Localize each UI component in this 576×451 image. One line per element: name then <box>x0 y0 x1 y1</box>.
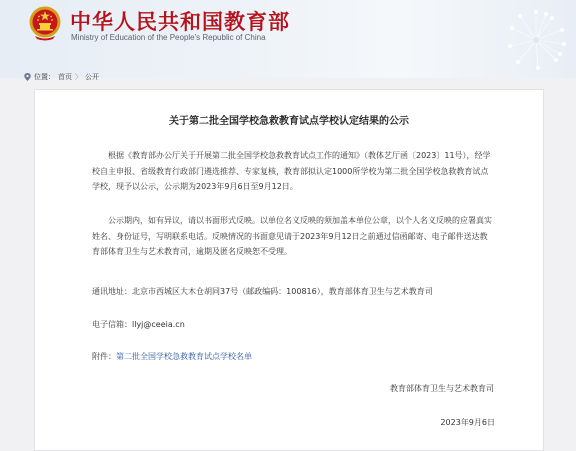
publish-date: 2023年9月6日 <box>440 418 495 427</box>
location-icon <box>24 73 31 81</box>
breadcrumb-home[interactable]: 首页 <box>58 73 72 81</box>
article-title: 关于第二批全国学校急救教育试点学校认定结果的公示 <box>169 116 409 127</box>
dandelion-icon <box>466 0 576 78</box>
breadcrumb-separator: 〉 <box>75 73 82 81</box>
contact-email: 电子信箱：llyj@ceeia.cn <box>92 320 185 329</box>
attachment-link[interactable]: 第二批全国学校急救教育试点学校名单 <box>116 352 252 361</box>
attachment-label: 附件： <box>92 352 116 361</box>
national-emblem-icon[interactable] <box>28 5 62 41</box>
breadcrumb-prefix: 位置： <box>34 73 55 81</box>
site-header <box>0 0 576 78</box>
attachment <box>92 351 252 362</box>
breadcrumb <box>24 71 99 83</box>
article-paragraph: 公示期内，如有异议，请以书面形式反映。以单位名义反映的须加盖本单位公章，以个人名义反映的应署真实姓名、身份证号，写明联系电话。反映情况的书面意见请于2023年9月12日之前通过信函邮寄、电子邮件送达教育部体育卫生与艺术教育司，逾期及匿名反映恕不受理。 <box>92 216 492 256</box>
breadcrumb-current[interactable]: 公开 <box>85 73 99 81</box>
site-title[interactable]: 中华人民共和国教育部 <box>70 9 290 34</box>
site-title-english: Ministry of Education of the People's Republic of China <box>71 33 266 42</box>
article-card <box>34 89 544 451</box>
signer: 教育部体育卫生与艺术教育司 <box>390 384 494 393</box>
mailing-address: 通讯地址：北京市西城区大木仓胡同37号（邮政编码：100816），教育部体育卫生与艺术教育司 <box>92 287 433 296</box>
article-paragraph: 根据《教育部办公厅关于开展第二批全国学校急救教育试点工作的通知》（教体艺厅函〔2023〕11号），经学校自主申报、省级教育行政部门遴选推荐、专家复核，教育部拟认定1000所学校为第二批全国学校急救教育试点学校，现予以公示，公示期为2023年9月6日至9月12日。 <box>92 151 491 191</box>
